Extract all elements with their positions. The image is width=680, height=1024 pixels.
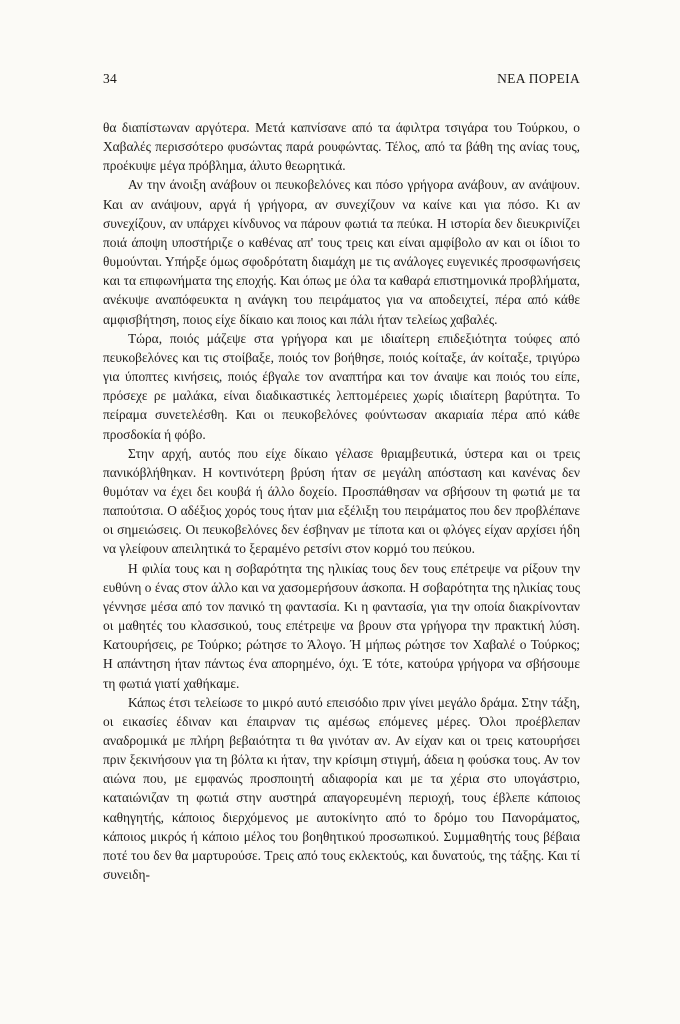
paragraph: θα διαπίστωναν αργότερα. Μετά καπνίσανε από τα άφιλτρα τσιγάρα του Τούρκου, ο Χαβαλές περισσότερο φυσώντας παρά ρουφώντας. Τέλος, από τα βάθη της ανίας τους, προέκυψε μέγα πρόβλημα, άλυτο θεωρητικά. [103,120,580,174]
page-number: 34 [103,71,118,86]
body-text [103,118,580,884]
running-header [103,71,580,87]
running-title: ΝΕΑ ΠΟΡΕΙΑ [497,71,580,86]
paragraph: Τώρα, ποιός μάζεψε στα γρήγορα και με ιδιαίτερη επιδεξιότητα τούφες από πευκοβελόνες και τις στοίβαξε, ποιός τον βοήθησε, ποιός κοίταξε, άν κοίταξε, τριγύρω για ύποπτες κινήσεις, ποιός έβγαλε τον αναπτήρα και τον άναψε και ποιός του είπε, πρόσεχε ρε μαλάκα, είναι διαδικαστικές λεπτομέρειες χωρίς ιδιαίτερη βαρύτητα. Το πείραμα συνετελέσθη. Και οι πευκοβελόνες φούντωσαν ακαριαία πέρα από κάθε προσδοκία ή φόβο. [103,330,580,442]
paragraph: Στην αρχή, αυτός που είχε δίκαιο γέλασε θριαμβευτικά, ύστερα και οι τρεις πανικόβλήθηκαν. Η κοντινότερη βρύση ήταν σε μεγάλη απόσταση και κανένας δεν θυμόταν να έχει δει κουβά ή άλλο δοχείο. Προσπάθησαν να σβήσουν τη φωτιά με τα παπούτσια. Ο αδέξιος χορός τους ήταν μια εξέλιξη του πειράματος που δεν προβλέπανε οι σημειώσεις. Οι πευκοβελόνες δεν έσβηναν με τίποτα και οι φλόγες είχαν αρχίσει ήδη να γλείφουν απειλητικά το ξεραμένο ρετσίνι στον κορμό του πεύκου. [103,445,580,557]
paragraph: Κάπως έτσι τελείωσε το μικρό αυτό επεισόδιο πριν γίνει μεγάλο δράμα. Στην τάξη, οι εικασίες έδιναν και έπαιρναν τις αμέσως επόμενες μέρες. Όλοι προέβλεπαν αναδρομικά με πλήρη βεβαιότητα τι θα γινόταν αν. Αν είχαν και οι τρεις κατουρήσει πριν ξεκινήσουν για τη βόλτα κι ήταν, την κρίσιμη στιγμή, άδεια η φούσκα τους. Αν τον αιώνα που, με εμφανώς προσποιητή αδιαφορία και με τα χέρια στο υπογάστριο, καταιώνιζαν τη φωτιά στην αυστηρά απαγορευμένη περιοχή, τους έβλεπε κάποιος καθηγητής, κάποιος διερχόμενος με αυτοκίνητο από το δρόμο του Πανοράματος, κάποιος μικρός ή κάποιο μέλος του βοηθητικού προσωπικού. Συμμαθητής τους βέβαια ποτέ του δεν θα μαρτυρούσε. Τρεις από τους εκλεκτούς, και δυνατούς, της τάξης. Και τί συνειδη- [103,694,580,883]
paragraph: Αν την άνοιξη ανάβουν οι πευκοβελόνες και πόσο γρήγορα ανάβουν, αν ανάψουν. Και αν ανάψουν, αργά ή γρήγορα, αν συνεχίζουν να καίνε και για πόσο. Κι αν συνεχίζουν, αν υπάρχει κίνδυνος να πάρουν φωτιά τα πεύκα. Η ιστορία δεν διευκρινίζει ποιά άποψη υποστήριζε ο καθένας απ' τους τρεις και είναι αμφίβολο αν και οι ίδιοι το θυμούνται. Υπήρξε όμως σφοδρότατη διαμάχη με τις ανάλογες ευγενικές προσφωνήσεις και τα επιφωνήματα της εποχής. Και όπως με όλα τα καθαρά επιστημονικά προβλήματα, ανέκυψε αναπόφευκτα η ανάγκη του πειράματος για να αποδειχτεί, πέρα από κάθε αμφισβήτηση, ποιος είχε δίκαιο και ποιος και πάλι ήταν τελείως χαβαλές. [103,177,580,327]
paragraph: Η φιλία τους και η σοβαρότητα της ηλικίας τους δεν τους επέτρεψε να ρίξουν την ευθύνη ο ένας στον άλλο και να χασομερήσουν άσκοπα. Η σοβαρότητα της ηλικίας τους γέννησε μέσα από τον πανικό τη φαντασία. Κι η φαντασία, για την οποία διακρίνονταν οι μαθητές του κλασσικού, τους επέτρεψε να βρουν στα γρήγορα την πρακτική λύση. Κατουρήσεις, ρε Τούρκο; ρώτησε το Άλογο. Ή μήπως ρώτησε τον Χαβαλέ ο Τούρκος; Η απάντηση ήταν πάντως ένα απορημένο, όχι. Έ τότε, κατούρα γρήγορα να σβήσουμε τη φωτιά γιατί χαθήκαμε. [103,560,580,691]
